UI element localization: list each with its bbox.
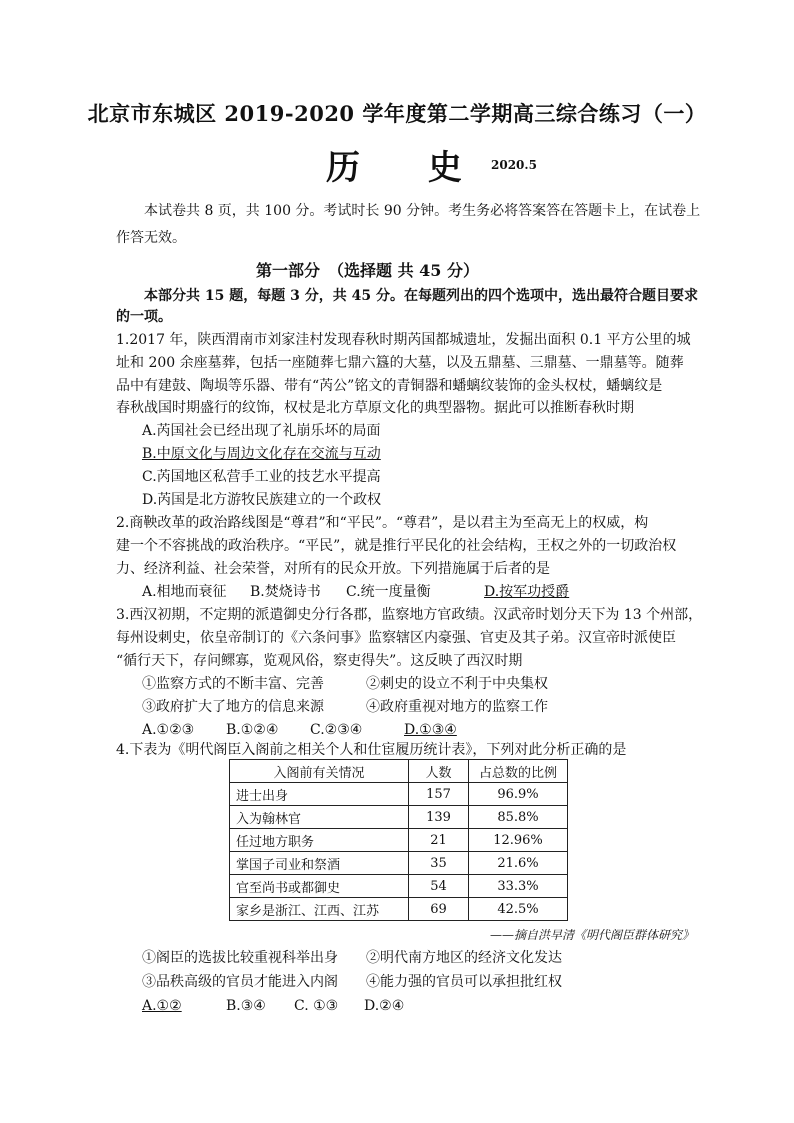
- q4-item-3: ③品秩高级的官员才能进入内阁: [142, 974, 338, 990]
- table-header-cell: 占总数的比例: [469, 760, 568, 783]
- part1-title: 第一部分 （选择题 共 45 分）: [256, 261, 479, 280]
- q3-item-1: ①监察方式的不断丰富、完善: [142, 676, 324, 692]
- q2-option-c: C.统一度量衡: [346, 584, 431, 600]
- q3-option-c: C.②③④: [310, 722, 363, 738]
- table-cell: 35: [409, 852, 469, 875]
- q3-line: “循行天下，存问鳏寡，览观风俗，察吏得失”。这反映了西汉时期: [116, 653, 523, 669]
- table-cell: 家乡是浙江、江西、江苏: [230, 898, 409, 921]
- q2-option-a: A.相地而衰征: [142, 584, 227, 600]
- exam-title: 北京市东城区 2019-2020 学年度第二学期高三综合练习（一）: [87, 101, 707, 126]
- table-row: [230, 829, 568, 852]
- q1-option-a: A.芮国社会已经出现了礼崩乐坏的局面: [142, 423, 381, 439]
- table-header-cell: 入阁前有关情况: [230, 760, 409, 783]
- q3-item-4: ④政府重视对地方的监察工作: [366, 699, 548, 715]
- q4-option-c: C. ①③: [294, 998, 339, 1014]
- q4-option-d: D.②④: [364, 998, 405, 1014]
- q4-table-source: ——摘自洪早清《明代阁臣群体研究》: [490, 928, 695, 942]
- table-row: [230, 783, 568, 806]
- q4-item-2: ②明代南方地区的经济文化发达: [366, 950, 562, 966]
- table-cell: 入为翰林官: [230, 806, 409, 829]
- table-cell: 任过地方职务: [230, 829, 409, 852]
- table-header-row: [230, 760, 568, 783]
- q3-option-a: A.①②③: [142, 722, 195, 738]
- q2-line: 建一个不容挑战的政治秩序。“平民”，就是推行平民化的社会结构，王权之外的一切政治权: [116, 538, 677, 554]
- part1-instruction-2: 的一项。: [116, 309, 172, 325]
- table-row: [230, 806, 568, 829]
- table-cell: 42.5%: [469, 898, 568, 921]
- q3-option-d: D.①③④: [404, 722, 457, 738]
- table-row: [230, 875, 568, 898]
- q1-line: 1.2017 年，陕西渭南市刘家洼村发现春秋时期芮国都城遗址，发掘出面积 0.1 平方公里的城: [116, 332, 691, 348]
- intro-line-2: 作答无效。: [116, 230, 186, 246]
- q4-item-4: ④能力强的官员可以承担批红权: [366, 974, 562, 990]
- q3-option-b: B.①②④: [226, 722, 279, 738]
- q1-line: 品中有建鼓、陶埙等乐器、带有“芮公”铭文的青铜器和蟠螭纹装饰的金头权杖，蟠螭纹是: [116, 378, 663, 394]
- q2-option-d: D.按军功授爵: [484, 584, 570, 600]
- q2-line: 2.商鞅改革的政治路线图是“尊君”和“平民”。“尊君”，是以君主为至高无上的权威，构: [116, 515, 649, 531]
- table-cell: 139: [409, 806, 469, 829]
- table-cell: 33.3%: [469, 875, 568, 898]
- q3-line: 3.西汉初期，不定期的派遣御史分行各郡，监察地方官政绩。汉武帝时划分天下为 13 个州部，: [116, 607, 703, 623]
- q2-line: 力、经济利益、社会荣誉，对所有的民众开放。下列措施属于后者的是: [116, 561, 550, 577]
- table-row: [230, 898, 568, 921]
- q4-option-b: B.③④: [226, 998, 266, 1014]
- intro-line-1: 本试卷共 8 页，共 100 分。考试时长 90 分钟。考生务必将答案答在答题卡上，在试卷上: [144, 203, 701, 219]
- q4-statistics-table: [229, 759, 568, 921]
- exam-date: 2020.5: [491, 158, 537, 172]
- q4-option-a: A.①②: [142, 998, 182, 1014]
- table-cell: 官至尚书或都御史: [230, 875, 409, 898]
- q1-option-c: C.芮国地区私营手工业的技艺水平提高: [142, 469, 381, 485]
- q3-item-2: ②刺史的设立不利于中央集权: [366, 676, 548, 692]
- table-cell: 21: [409, 829, 469, 852]
- q1-line: 春秋战国时期盛行的纹饰，权杖是北方草原文化的典型器物。据此可以推断春秋时期: [116, 400, 634, 416]
- q1-option-d: D.芮国是北方游牧民族建立的一个政权: [142, 492, 382, 508]
- table-cell: 21.6%: [469, 852, 568, 875]
- table-row: [230, 852, 568, 875]
- table-header-cell: 人数: [409, 760, 469, 783]
- table-cell: 96.9%: [469, 783, 568, 806]
- q4-stem: 4.下表为《明代阁臣入阁前之相关个人和仕宦履历统计表》，下列对此分析正确的是: [116, 742, 627, 758]
- q1-line: 址和 200 余座墓葬，包括一座随葬七鼎六簋的大墓，以及五鼎墓、三鼎墓、一鼎墓等。随葬: [116, 355, 684, 371]
- table-cell: 12.96%: [469, 829, 568, 852]
- q2-option-b: B.焚烧诗书: [250, 584, 321, 600]
- q3-line: 每州设刺史，依皇帝制订的《六条问事》监察辖区内豪强、官吏及其子弟。汉宣帝时派使臣: [116, 630, 676, 646]
- q4-item-1: ①阁臣的选拔比较重视科举出身: [142, 950, 338, 966]
- part1-instruction-1: 本部分共 15 题，每题 3 分，共 45 分。在每题列出的四个选项中，选出最符合题目要求: [144, 288, 698, 304]
- table-cell: 掌国子司业和祭酒: [230, 852, 409, 875]
- table-cell: 157: [409, 783, 469, 806]
- table-cell: 进士出身: [230, 783, 409, 806]
- table-cell: 69: [409, 898, 469, 921]
- subject-heading: 历 史: [326, 148, 490, 188]
- q3-item-3: ③政府扩大了地方的信息来源: [142, 699, 324, 715]
- q1-option-b: B.中原文化与周边文化存在交流与互动: [142, 446, 381, 462]
- table-cell: 54: [409, 875, 469, 898]
- table-cell: 85.8%: [469, 806, 568, 829]
